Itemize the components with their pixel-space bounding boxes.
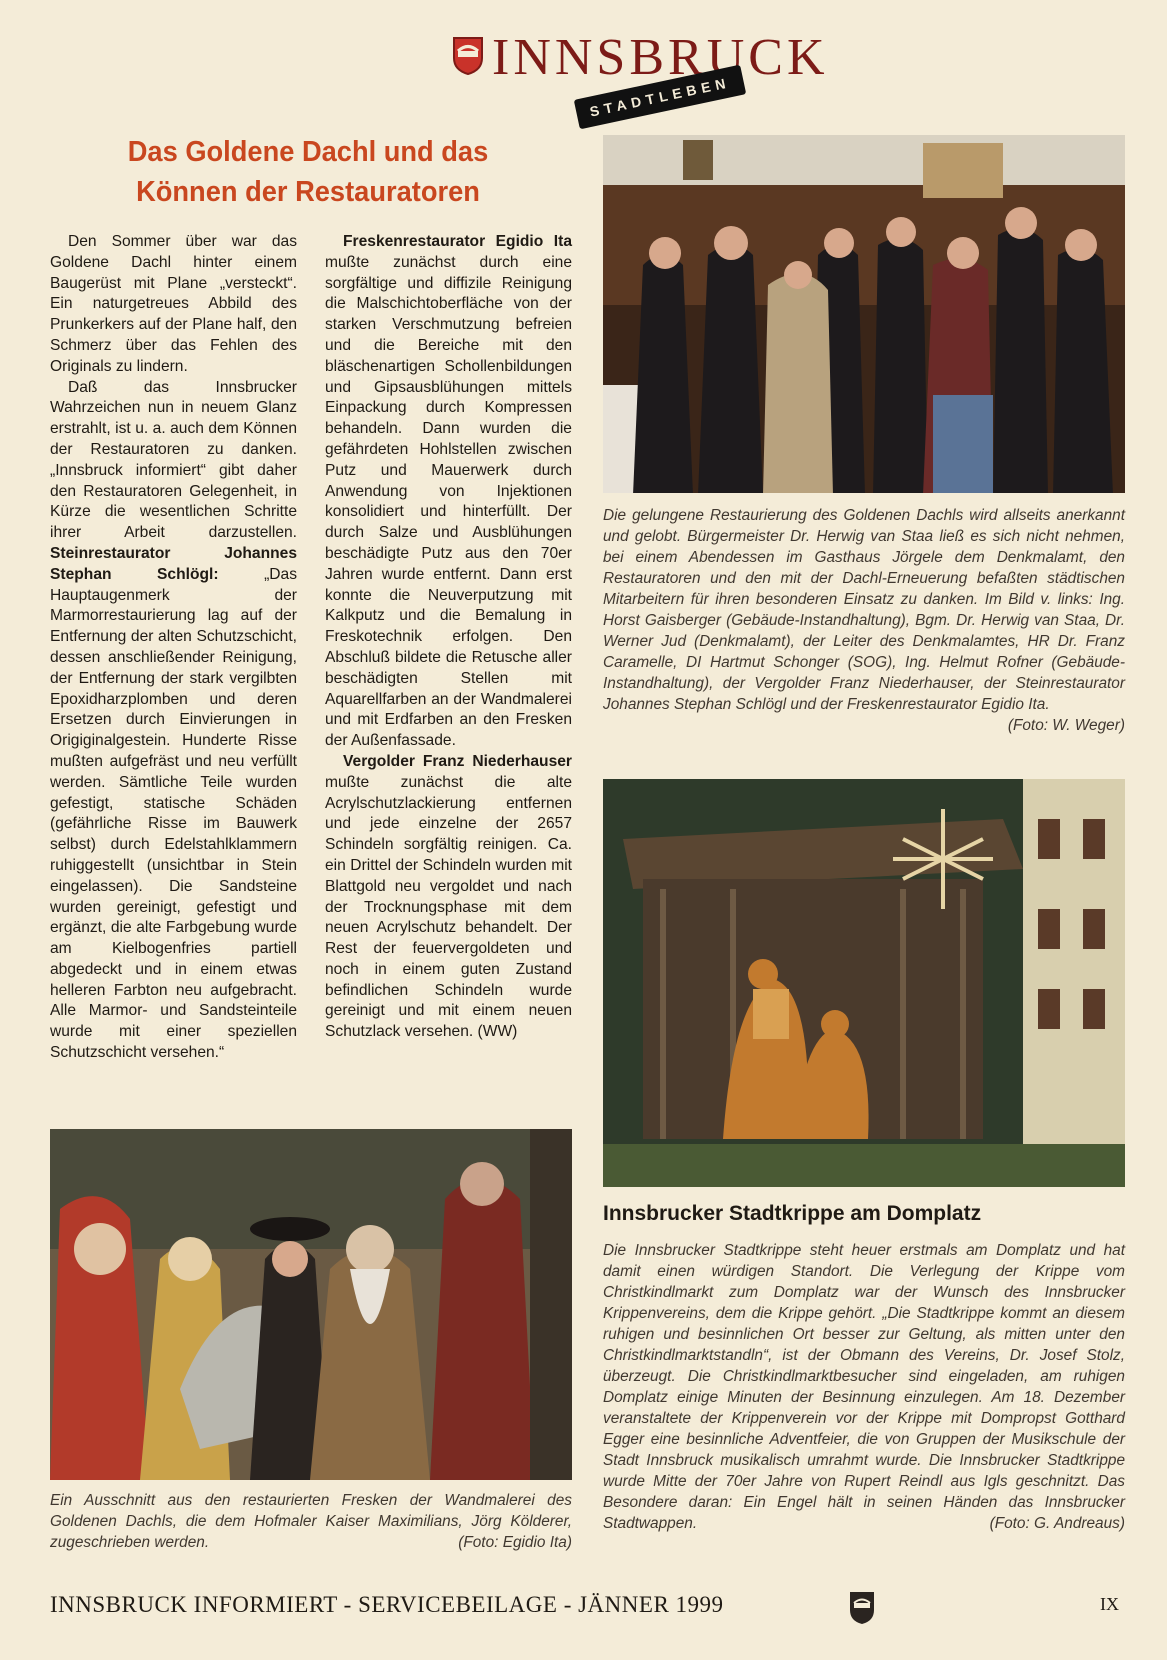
paragraph-text: mußte zunächst die alte Acrylschutzlackierung entfernen und jede einzelne der 2657 Schindeln sorgfältig reinigen. Ca. ein Drittel der Schindeln wurden mit Blattgold neu vergoldet und nach der Trocknungsphase mit dem neuen Acrylschutz behandelt. Der Rest der feuervergoldeten und noch in einem guten Zustand befindlichen Schindeln wurde gereinigt und mit einem neuen Schutzlack versehen. (WW): [325, 773, 572, 1041]
krippe-text: [603, 1240, 1125, 1534]
group-photo: [603, 135, 1125, 493]
paragraph-text: Daß das Innsbrucker Wahrzeichen nun in neuem Glanz erstrahlt, ist u. a. auch dem Können der Restauratoren zu danken. „Innsbruck informiert“ gibt daher den Restauratoren Gelegenheit, in Kürze die wesentlichen Schritte ihrer Arbeit darzustellen.: [50, 378, 297, 542]
footer-publication: INNSBRUCK INFORMIERT - SERVICEBEILAGE - JÄNNER 1999: [50, 1592, 724, 1617]
photo-credit: (Foto: W. Weger): [1007, 717, 1125, 734]
paragraph-text: mußte zunächst durch eine sorgfältige und diffizile Reinigung die Malschichtoberfläche von der starken Verschmutzung befreien und die Bereiche mit den bläschenartigen Schollenbildungen und Gipsausblühungen mittels Einpackung durch Kompressen behandeln. Dann wurden die gefährdeten Hohlstellen zwischen Putz und Mauerwerk durch Anwendung von Injektionen konsolidiert und hinterfüllt. Der durch Salze und Ausblühungen beschädigte Putz aus den 70er Jahren wurde entfernt. Dann erst konnte die Neuverputzung mit Kalkputz und die Bemalung in Freskotechnik erfolgen. Den Abschluß bildete die Retusche aller beschädigten Stellen mit Aquarellfarben an der Wandmalerei und mit Erdfarben an den Fresken der Außenfassade.: [325, 253, 572, 750]
caption-text: Die Innsbrucker Stadtkrippe steht heuer erstmals am Domplatz und hat damit einen würdigen Standort. Die Verlegung der Krippe vom Christkindlmarkt zum Domplatz war der Wunsch des Innsbrucker Krippenvereins, dem die Krippe gehört. „Die Stadtkrippe kommt an diesem ruhigen und besinnlichen Ort besser zur Geltung, als mitten unter den Christkindlmarktstandln“, ist der Obmann des Vereins, Dr. Josef Stolz, überzeugt. Die Christkindlmarktbesucher sind eingeladen, am ruhigen Domplatz einige Minuten der Besinnung einzulegen. Am 18. Dezember veranstaltete der Krippenverein vor der Krippe mit Dompropst Gotthard Egger eine besinnliche Adventfeier, die von Gruppen der Musikschule der Stadt Innsbruck musikalisch umrahmt wurde. Die Innsbrucker Stadtkrippe wurde Mitte der 70er Jahre von Rupert Reindl aus Igls geschnitzt. Das Besondere daran: Ein Engel hält in seinen Händen das Innsbrucker Stadtwappen.: [603, 1242, 1125, 1532]
caption-text: Die gelungene Restaurierung des Goldenen Dachls wird allseits anerkannt und gelobt. Bürgermeister Dr. Herwig van Staa ließ es sich nicht nehmen, bei einem Abendessen im Gasthaus Jörgele dem Denkmalamt, den Restauratoren und den mit der Dachl-Erneuerung befaßten städtischen Mitarbeitern für ihren besonderen Einsatz zu danken. Im Bild v. links: Ing. Horst Gaisberger (Gebäude-Instandhaltung), Bgm. Dr. Herwig van Staa, Dr. Werner Jud (Denkmalamt), der Leiter des Denkmalamtes, HR Dr. Franz Caramelle, DI Hartmut Schonger (SOG), Ing. Helmut Rofner (Gebäude-Instandhaltung), der Vergolder Franz Niederhauser, der Steinrestaurator Johannes Stephan Schlögl und der Freskenrestaurator Egidio Ita.: [603, 507, 1125, 713]
caption-text: Ein Ausschnitt aus den restaurierten Fresken der Wandmalerei des Goldenen Dachls, die dem Hofmaler Kaiser Maximilians, Jörg Kölderer, zugeschrieben werden.: [50, 1492, 572, 1551]
headline-line-2: Können der Restauratoren: [136, 176, 480, 208]
masthead: [452, 29, 829, 120]
paragraph: Den Sommer über war das Goldene Dachl hinter einem Baugerüst mit Plane „versteckt“. Ein naturgetreues Abbild des Prunkerkers auf der Plane half, den Schmerz über das Fehlen des Originals zu lindern.: [50, 233, 297, 375]
speaker-name: Steinrestaurator Johannes Stephan Schlögl:: [50, 544, 297, 583]
paragraph: [325, 752, 572, 1043]
group-photo-caption: [603, 505, 1125, 736]
masthead-title: INNSBRUCK: [492, 29, 829, 86]
nativity-photo: [603, 779, 1125, 1187]
speaker-name: Freskenrestaurator Egidio Ita: [343, 233, 572, 250]
section-tag: STADTLEBEN: [574, 65, 747, 130]
innsbruck-crest-icon: [452, 36, 484, 76]
article-headline: [64, 132, 553, 212]
city-logo-icon: [848, 1590, 876, 1626]
fresco-caption: [50, 1490, 572, 1553]
article-column-2: [325, 232, 572, 1043]
fresco-photo: [50, 1129, 572, 1480]
paragraph: [325, 232, 572, 752]
photo-credit: (Foto: G. Andreaus): [989, 1515, 1125, 1532]
page-number: IX: [1100, 1594, 1119, 1614]
paragraph: [50, 378, 297, 1064]
quote-text: „Das Hauptaugenmerk der Marmorrestaurierung lag auf der Entfernung der alten Schutzschicht, dessen anschließender Reinigung, der Entfernung der stark vergilbten Epoxidharzplomben und deren Ersetzen durch Einvierungen in Origiginalgestein. Hunderte Risse mußten aufgefräst und neu verfüllt werden. Sämtliche Teile wurden gefestigt, statische Schäden (gefährliche Risse im Bauwerk selbst) durch Edelstahlklammern ruhiggestellt (unsichtbar in Stein eingelassen). Die Sandsteine wurden gereinigt, gefestigt und ergänzt, die alte Farbgebung wurde am Kielbogenfries partiell abgedeckt und in einem etwas helleren Farbton neu aufgebracht. Alle Marmor- und Sandsteinteile wurde mit einer speziellen Schutzschicht versehen.“: [50, 565, 297, 1062]
photo-credit: (Foto: Egidio Ita): [458, 1534, 572, 1551]
krippe-heading: Innsbrucker Stadtkrippe am Domplatz: [603, 1202, 982, 1225]
speaker-name: Vergolder Franz Niederhauser: [343, 752, 572, 770]
article-column-1: [50, 232, 297, 1064]
headline-line-1: Das Goldene Dachl und das: [127, 136, 489, 168]
